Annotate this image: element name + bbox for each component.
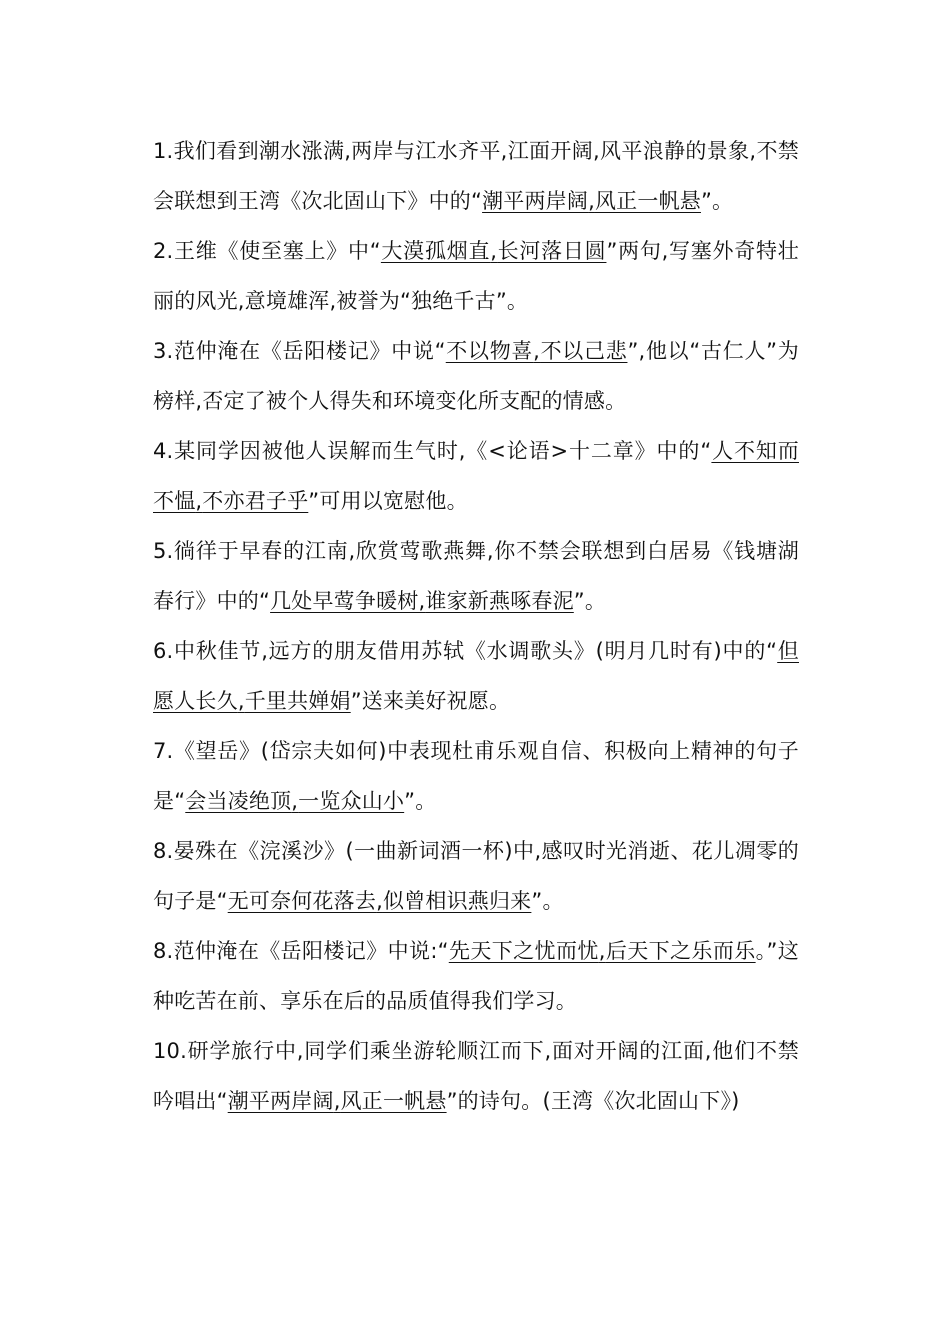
answer-line-1: 大漠孤烟直 xyxy=(380,239,491,263)
question-10 xyxy=(153,1026,799,1126)
answer-line-2: 谁家新燕啄春泥 xyxy=(425,589,574,613)
question-text-end: ”。 xyxy=(573,589,607,613)
answer-line-2: 不以己悲 xyxy=(540,339,628,363)
answer-line-2: 似曾相识燕归来 xyxy=(382,889,532,913)
question-text-end: ”送来美好祝愿。 xyxy=(350,689,511,713)
question-3 xyxy=(153,326,799,426)
question-text: 2.王维《使至塞上》中“ xyxy=(153,239,381,263)
answer-separator: , xyxy=(598,939,606,963)
question-7 xyxy=(153,726,799,826)
answer-line-1: 先天下之忧而忧 xyxy=(448,939,599,963)
question-text-end: ”可用以宽慰他。 xyxy=(308,489,468,513)
answer-line-1: 无可奈何花落去 xyxy=(227,889,377,913)
question-text: 8.范仲淹在《岳阳楼记》中说:“ xyxy=(153,939,449,963)
answer-line-2: 后天下之乐而乐 xyxy=(605,939,756,963)
answer-line-2: 千里共婵娟 xyxy=(244,689,351,713)
question-text-end: 。”这种吃苦在前、享乐在后的品质值得我们学习。 xyxy=(153,939,799,1013)
answer-line-1: 但愿人长久 xyxy=(153,639,799,713)
answer-line-2: 长河落日圆 xyxy=(497,239,607,263)
question-text: 1.我们看到潮水涨满,两岸与江水齐平,江面开阔,风平浪静的景象,不禁会联想到王湾《次北固山下》中的“ xyxy=(153,139,799,213)
question-text: 5.徜徉于早春的江南,欣赏莺歌燕舞,你不禁会联想到白居易《钱塘湖春行》中的“ xyxy=(153,539,799,613)
question-text: 10.研学旅行中,同学们乘坐游轮顺江而下,面对开阔的江面,他们不禁吟唱出“ xyxy=(153,1039,799,1113)
question-text: 6.中秋佳节,远方的朋友借用苏轼《水调歌头》(明月几时有)中的“ xyxy=(153,639,778,663)
answer-line-1: 人不知而不愠 xyxy=(153,439,799,513)
answer-separator: , xyxy=(291,789,299,813)
answer-line-2: 风正一帆悬 xyxy=(340,1089,447,1113)
answer-separator: , xyxy=(195,489,203,513)
answer-separator: , xyxy=(333,1089,341,1113)
question-text-end: ”两句,写塞外奇特壮丽的风光,意境雄浑,被誉为“独绝千古”。 xyxy=(153,239,800,313)
question-text-end: ”的诗句。(王湾《次北固山下》) xyxy=(446,1089,740,1113)
answer-separator: , xyxy=(490,239,498,263)
question-4 xyxy=(153,426,799,526)
answer-separator: , xyxy=(376,889,383,913)
question-6 xyxy=(153,626,799,726)
answer-line-1: 几处早莺争暖树 xyxy=(270,589,419,613)
question-2 xyxy=(153,226,799,326)
question-text: 8.晏殊在《浣溪沙》(一曲新词酒一杯)中,感叹时光消逝、花儿凋零的句子是“ xyxy=(153,839,799,913)
question-1 xyxy=(153,126,799,226)
answer-line-1: 不以物喜 xyxy=(445,339,534,363)
answer-line-2: 一览众山小 xyxy=(298,789,405,813)
answer-line-1: 潮平两岸阔 xyxy=(227,1089,334,1113)
question-text: 3.范仲淹在《岳阳楼记》中说“ xyxy=(153,339,446,363)
answer-line-1: 会当凌绝顶 xyxy=(185,789,292,813)
question-8 xyxy=(153,826,799,926)
question-text-end: ”。 xyxy=(404,789,437,813)
answer-line-2: 不亦君子乎 xyxy=(202,489,309,513)
answer-separator: , xyxy=(237,689,245,713)
question-5 xyxy=(153,526,799,626)
answer-separator: , xyxy=(588,189,595,213)
answer-separator: , xyxy=(533,339,541,363)
question-text-end: ”。 xyxy=(700,189,734,213)
question-text: 7.《望岳》(岱宗夫如何)中表现杜甫乐观自信、积极向上精神的句子是“ xyxy=(153,739,799,813)
question-9 xyxy=(153,926,799,1026)
question-text-end: ”,他以“古仁人”为榜样,否定了被个人得失和环境变化所支配的情感。 xyxy=(153,339,799,413)
answer-line-2: 风正一帆悬 xyxy=(594,189,701,213)
answer-separator: , xyxy=(418,589,426,613)
answer-line-1: 潮平两岸阔 xyxy=(482,189,589,213)
question-text: 4.某同学因被他人误解而生气时,《<论语>十二章》中的“ xyxy=(153,439,712,463)
document-body xyxy=(153,126,799,1126)
question-text-end: ”。 xyxy=(531,889,564,913)
